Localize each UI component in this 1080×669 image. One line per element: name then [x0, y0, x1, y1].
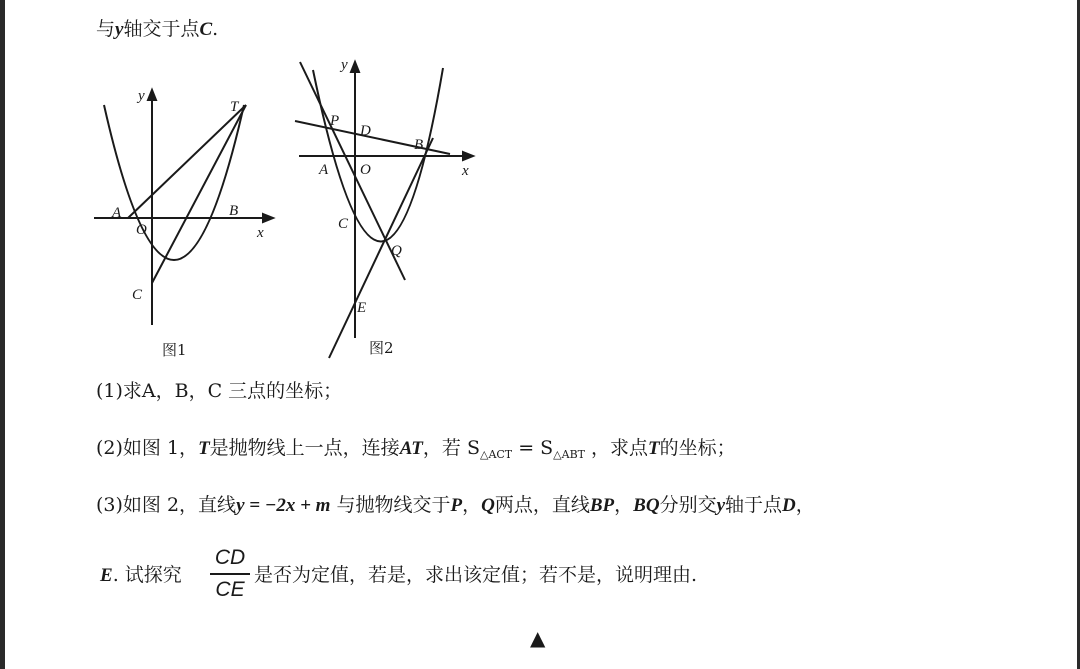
q2-end: 的坐标；	[659, 437, 736, 459]
q2-mid2: ，若 S	[422, 437, 480, 459]
q3-bq: BQ	[633, 495, 660, 516]
q3-bp: BP	[589, 495, 615, 516]
fig1-label-t: T	[230, 99, 239, 115]
fig1-label-y: y	[138, 88, 145, 104]
intro-prefix: 与	[96, 18, 116, 40]
fig2-x-arrow	[463, 152, 473, 160]
q3-d: D	[782, 495, 796, 516]
q3b-e: E	[100, 565, 113, 586]
fig1-label-x: x	[257, 225, 264, 241]
fig1-caption: 图1	[162, 341, 187, 359]
q2-mid3: ，求点	[585, 437, 649, 459]
fig2-label-e: E	[357, 300, 367, 316]
q1-text: 求A，B，C 三点的坐标；	[122, 380, 343, 402]
q3-q: Q	[481, 495, 495, 516]
fig2-line-bq	[329, 138, 433, 358]
fig2-label-o: O	[360, 162, 371, 178]
fig2-label-y: y	[341, 57, 348, 73]
fig2-label-p: P	[330, 113, 340, 129]
q3-mid4: ，	[614, 494, 634, 516]
question-2	[96, 439, 736, 460]
fraction-bar	[210, 573, 250, 575]
q3-end: ，	[795, 494, 815, 516]
q3-pre: 如图 2，直线	[122, 494, 237, 516]
question-3	[96, 496, 815, 515]
q3-p: P	[450, 495, 463, 516]
fig2-label-d: D	[360, 123, 371, 139]
q2-eq: = S	[512, 437, 554, 459]
q3-mid6: 轴于点	[725, 494, 783, 516]
fig1-x-arrow	[263, 214, 273, 222]
q2-t: T	[198, 438, 210, 459]
left-border	[0, 0, 5, 669]
fig1-label-a: A	[112, 205, 122, 221]
q3-mid5: 分别交	[659, 494, 717, 516]
fig2-label-a: A	[319, 162, 329, 178]
fig2-label-x: x	[462, 163, 469, 179]
fig2-label-b: B	[414, 137, 424, 153]
question-3-continued	[100, 566, 182, 585]
q3-mid3: 两点，直线	[494, 494, 590, 516]
fraction-cd-ce	[210, 546, 250, 602]
intro-c: C	[199, 19, 213, 40]
fig2-label-c: C	[338, 216, 349, 232]
question-3-tail	[254, 566, 697, 585]
fig1-line-ct	[152, 105, 246, 283]
q3b-post: 是否为定值，若是，求出该定值；若不是，说明理由.	[254, 564, 698, 586]
intro-mid: 轴交于点	[123, 18, 200, 40]
q2-t2: T	[648, 438, 660, 459]
q2-number: (2)	[96, 437, 123, 459]
intro-end: .	[212, 18, 219, 40]
fig2-parabola	[313, 68, 443, 242]
fig1-label-o: O	[136, 222, 147, 238]
q3-equation: y = −2x + m	[236, 495, 331, 516]
fig1-y-arrow	[148, 90, 156, 100]
intro-y: y	[115, 19, 124, 40]
q2-mid1: 是抛物线上一点，连接	[209, 437, 400, 459]
figure-2	[285, 48, 495, 363]
fraction-numerator: CD	[214, 546, 246, 569]
q3-mid1: 与抛物线交于	[330, 494, 451, 516]
q1-number: (1)	[96, 380, 123, 402]
fig1-label-c: C	[132, 287, 143, 303]
q3-number: (3)	[96, 494, 123, 516]
q2-sub1: △ACT	[479, 448, 513, 461]
fig2-line-pq	[300, 62, 405, 280]
question-1	[96, 382, 342, 401]
fig1-line-at	[128, 105, 246, 218]
fraction-denominator: CE	[215, 577, 245, 601]
q2-at: AT	[399, 438, 423, 459]
q2-pre: 如图 1，	[122, 437, 199, 459]
q3-y: y	[716, 495, 726, 516]
q3b-pre: . 试探究	[112, 564, 182, 586]
q3-mid2: ，	[462, 494, 482, 516]
figure-1	[80, 75, 290, 365]
intro-line	[96, 20, 218, 39]
fig2-y-arrow	[351, 62, 359, 72]
fig2-caption: 图2	[369, 339, 394, 357]
end-triangle-mark: ▲	[530, 626, 546, 650]
q2-sub2: △ABT	[553, 448, 585, 461]
fig1-label-b: B	[229, 203, 239, 219]
fig2-label-q: Q	[391, 243, 402, 259]
